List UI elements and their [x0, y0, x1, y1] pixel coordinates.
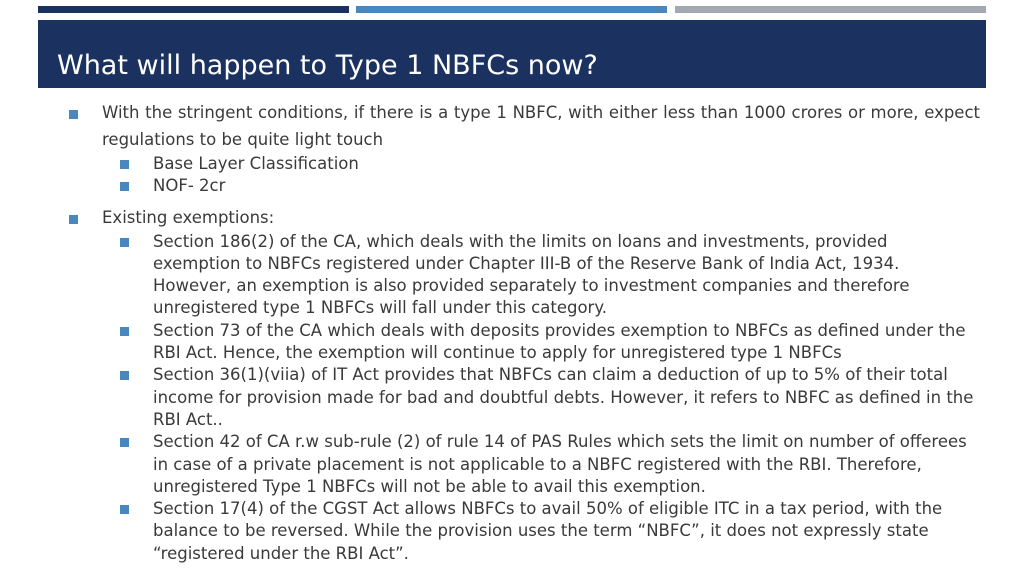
sub-bullet-item [153, 320, 980, 365]
sub-bullet-text: Base Layer Classification [153, 154, 359, 173]
bullet-text: Existing exemptions: [102, 207, 275, 227]
square-bullet-icon [120, 182, 129, 191]
accent-bar-blue [356, 6, 667, 13]
bullet-text: With the stringent conditions, if there is a type 1 NBFC, with either less than 1000 crores or more, expect regulations to be quite light touch [102, 103, 980, 149]
slide-body [60, 99, 980, 565]
square-bullet-icon [120, 438, 129, 447]
bullet-item [60, 204, 980, 231]
sub-bullet-text: Section 186(2) of the CA, which deals with the limits on loans and investments, provided exemption to NBFCs registered under Chapter III-B of the Reserve Bank of India Act, 1934. However, an exemption is also provided separately to investment companies and therefore unregistered type 1 NBFCs will fall under this category. [153, 231, 910, 318]
square-bullet-icon [120, 371, 129, 380]
sub-bullet-item [153, 364, 980, 431]
sub-bullet-item [153, 231, 980, 320]
square-bullet-icon [120, 238, 129, 247]
sub-bullet-text: Section 42 of CA r.w sub-rule (2) of rule 14 of PAS Rules which sets the limit on number of offerees in case of a private placement is not applicable to a NBFC registered with the RBI. Therefore, unregistered Type 1 NBFCs will not be able to avail this exemption. [153, 432, 967, 496]
accent-bar-gray [675, 6, 986, 13]
sub-bullet-item [153, 175, 980, 197]
square-bullet-icon [69, 110, 78, 119]
square-bullet-icon [69, 215, 78, 224]
title-band [38, 20, 986, 88]
sub-bullet-item [153, 431, 980, 498]
sub-bullet-text: Section 17(4) of the CGST Act allows NBFCs to avail 50% of eligible ITC in a tax period, with the balance to be reversed. While the provision uses the term “NBFC”, it does not expressly state “registered under the RBI Act”. [153, 499, 943, 563]
bullet-item [60, 99, 980, 153]
square-bullet-icon [120, 505, 129, 514]
square-bullet-icon [120, 160, 129, 169]
sub-bullet-item [153, 498, 980, 565]
square-bullet-icon [120, 327, 129, 336]
sub-bullet-text: Section 73 of the CA which deals with deposits provides exemption to NBFCs as defined under the RBI Act. Hence, the exemption will continue to apply for unregistered type 1 NBFCs [153, 320, 966, 363]
sub-bullet-item [153, 153, 980, 175]
accent-bar-dark [38, 6, 349, 13]
sub-bullet-text: NOF- 2cr [153, 176, 226, 196]
slide-title: What will happen to Type 1 NBFCs now? [57, 50, 598, 81]
sub-bullet-text: Section 36(1)(viia) of IT Act provides that NBFCs can claim a deduction of up to 5% of their total income for provision made for bad and doubtful debts. However, it refers to NBFC as defined in the RBI Act.. [153, 365, 974, 429]
